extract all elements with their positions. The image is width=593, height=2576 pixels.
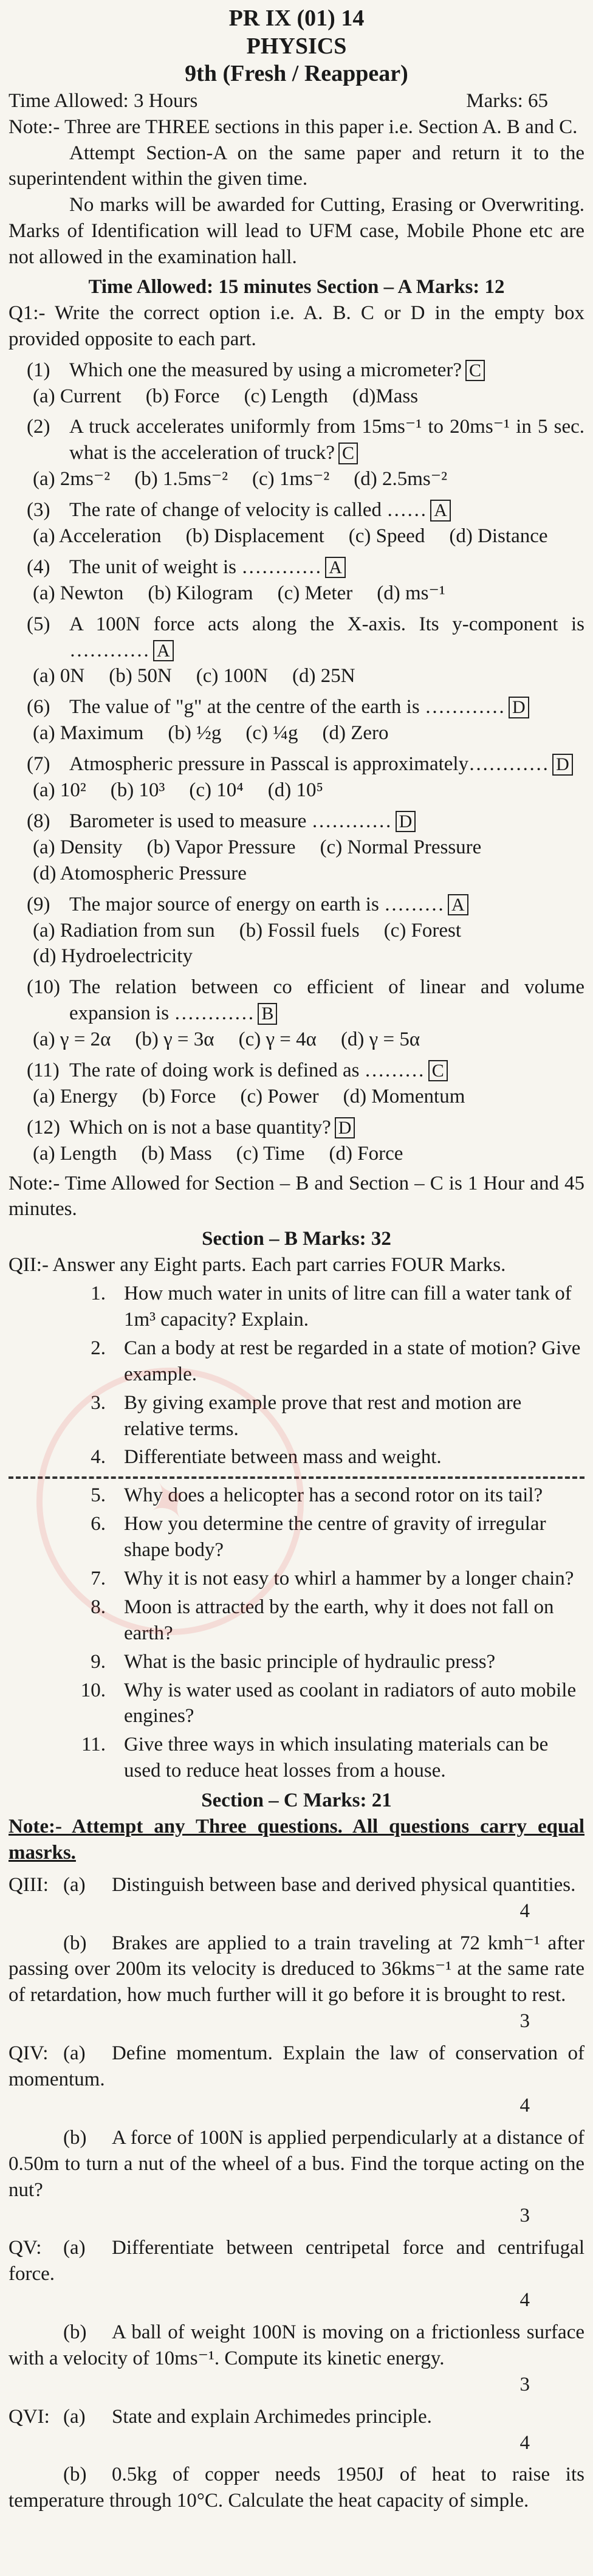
mcq-option: (b) 50N [109,665,172,687]
mcq-option: (a) Density [33,836,123,858]
mcq-option: (b) Fossil fuels [239,919,360,942]
section-c-note: Note:- Attempt any Three questions. All questions carry equal masrks. [9,1816,584,1864]
mcq-text-body: Barometer is used to measure ………… [69,810,392,832]
short-question-number: 5. [91,1484,106,1507]
mcq-option: (c) Speed [348,525,425,548]
mcq-option: (c) γ = 4α [238,1028,317,1051]
long-question [9,2319,584,2398]
short-question-text: Differentiate between mass and weight. [124,1446,442,1469]
long-question-marks: 4 [519,1899,530,1922]
short-question [9,1335,584,1388]
mcq-option: (b) Displacement [185,525,324,548]
mcq-option: (a) Current [33,385,122,407]
mcq-answer-box[interactable]: C [338,443,358,464]
short-question [9,1444,584,1470]
note-2: Attempt Section-A on the same paper and return it to the superintendent within the given time. [9,142,584,190]
mcq-question [9,974,584,1027]
mcq-option: (a) 0N [33,665,85,687]
long-question-label: QV: [9,2237,42,2259]
mcq-item [9,694,584,746]
long-question-body [9,2319,584,2372]
short-question-number: 6. [91,1513,106,1535]
mcq-item [9,1115,584,1167]
short-question-number: 8. [91,1596,106,1618]
long-question-text: A ball of weight 100N is moving on a frictionless surface with a velocity of 10ms⁻¹. Compute its kinetic energy. [9,2321,584,2369]
mcq-text [69,357,584,384]
mcq-answer-box[interactable]: D [396,811,416,833]
mcq-option: (a) 10² [33,779,86,802]
mcq-option: (d) Atomospheric Pressure [33,862,247,884]
mcq-option: (c) Length [244,385,328,407]
section-a-footer-note: Note:- Time Allowed for Section – B and Section – C is 1 Hour and 45 minutes. [9,1172,584,1221]
mcq-text [69,892,584,918]
section-a-heading: Time Allowed: 15 minutes Section – A Marks: 12 [88,276,505,298]
short-question [9,1511,584,1563]
mcq-answer-box[interactable]: B [258,1003,277,1025]
mcq-number: (11) [27,1059,60,1081]
mcq-option: (a) Newton [33,582,124,604]
mcq-option: (a) Maximum [33,722,144,745]
mcq-answer-box[interactable]: D [335,1117,355,1139]
mcq-options [9,777,584,804]
mcq-number: (10) [27,976,60,999]
long-question-text: Distinguish between base and derived physical quantities. [112,1873,576,1896]
long-question-part: (b) [63,2126,87,2149]
mcq-item [9,1058,584,1110]
mcq-text-body: Which one the measured by using a micrometer? [69,359,462,381]
mcq-option: (c) Time [236,1142,305,1165]
long-question-body [9,2404,584,2430]
long-question-text: State and explain Archimedes principle. [112,2405,432,2428]
mcq-item [9,497,584,549]
dashed-divider [9,1476,584,1479]
mcq-question [9,892,584,918]
mcq-question [9,554,584,580]
mcq-answer-box[interactable]: A [325,557,346,579]
mcq-option: (b) Vapor Pressure [146,836,296,858]
mcq-text-body: The major source of energy on earth is ……… [69,893,445,915]
long-question-text: Define momentum. Explain the law of conservation of momentum. [9,2042,584,2091]
mcq-item [9,892,584,970]
mcq-number: (9) [27,893,50,915]
time-marks-row [9,88,584,114]
short-question-number: 4. [91,1446,106,1469]
short-question-text: How you determine the centre of gravity of irregular shape body? [124,1513,546,1562]
mcq-question [9,751,584,777]
short-question-text: Can a body at rest be regarded in a state of motion? Give example. [124,1337,581,1385]
mcq-question [9,808,584,835]
mcq-text [69,414,584,466]
mcq-options [9,918,584,970]
long-question-part: (a) [63,1873,86,1896]
mcq-option: (b) γ = 3α [135,1028,214,1051]
short-question-text: Why does a helicopter has a second rotor on its tail? [124,1484,543,1507]
mcq-item [9,751,584,804]
mcq-answer-box[interactable]: D [552,754,573,776]
mcq-options [9,1027,584,1053]
long-question-label: QIII: [9,1873,49,1896]
mcq-option: (b) ½g [168,722,222,745]
mcq-question [9,497,584,523]
long-question-body [9,2125,584,2203]
mcq-option: (c) Meter [277,582,353,604]
long-question-marks: 4 [519,2431,530,2454]
long-question [9,2235,584,2313]
mcq-options [9,580,584,607]
mcq-text [69,611,584,664]
mcq-answer-box[interactable]: A [448,894,468,916]
long-question-part: (a) [63,2237,86,2259]
long-question-part: (a) [63,2405,86,2428]
short-question [9,1483,584,1509]
short-question-text: Why is water used as coolant in radiators of auto mobile engines? [124,1679,577,1727]
mcq-option: (a) Radiation from sun [33,919,215,942]
mcq-number: (2) [27,416,50,438]
long-question [9,2404,584,2456]
mcq-option: (b) Kilogram [148,582,253,604]
mcq-options [9,720,584,746]
short-question-list [9,1281,584,1784]
long-question-part: (b) [63,2464,87,2486]
short-question-text: Why it is not easy to whirl a hammer by a longer chain? [124,1567,574,1589]
mcq-option: (b) 1.5ms⁻² [134,468,228,491]
mcq-number: (1) [27,359,50,381]
short-question-number: 9. [91,1650,106,1673]
mcq-option: (d) Distance [449,525,548,548]
long-question [9,1930,584,2035]
short-question-text: How much water in units of litre can fill a water tank of 1m³ capacity? Explain. [124,1283,572,1331]
long-question [9,2462,584,2514]
mcq-answer-box[interactable]: D [509,697,529,718]
mcq-option: (d) γ = 5α [340,1028,420,1051]
mcq-option: (a) 2ms⁻² [33,468,111,491]
mcq-number: (12) [27,1116,60,1138]
mcq-option: (d) Force [329,1142,403,1165]
mcq-option: (c) Normal Pressure [320,836,482,858]
mcq-option: (a) Acceleration [33,525,162,548]
mcq-number: (7) [27,753,50,776]
time-allowed: Time Allowed: 3 Hours [9,89,198,112]
mcq-text-body: The relation between co efficient of linear and volume expansion is ………… [69,976,584,1025]
mcq-number: (5) [27,613,50,635]
mcq-text [69,497,584,523]
long-question-text: Differentiate between centripetal force and centrifugal force. [9,2237,584,2285]
mcq-option: (b) Force [142,1085,216,1107]
long-question-body [9,2040,584,2093]
mcq-option: (b) 10³ [110,779,165,802]
mcq-option: (b) Force [145,385,220,407]
mcq-option: (d)Mass [352,385,419,407]
mcq-option: (d) 2.5ms⁻² [354,468,448,491]
short-question [9,1390,584,1442]
mcq-item [9,808,584,887]
mcq-text-body: The rate of change of velocity is called …… [69,499,427,522]
mcq-text-body: A 100N force acts along the X-axis. Its y-component is ………… [69,613,584,661]
section-a-instruction: Q1:- Write the correct option i.e. A. B. C or D in the empty box provided opposite to each part. [9,301,584,350]
mcq-options [9,523,584,549]
mcq-text-body: The value of "g" at the centre of the earth is ………… [69,696,505,718]
short-question-number: 1. [91,1283,106,1305]
long-question-body [9,1872,584,1898]
mcq-answer-box[interactable]: C [428,1060,448,1082]
mcq-option: (d) ms⁻¹ [377,582,445,604]
short-question-number: 10. [80,1679,106,1701]
mcq-question [9,1058,584,1084]
mcq-option: (c) 1ms⁻² [252,468,330,491]
mcq-question [9,1115,584,1141]
mcq-options [9,1141,584,1167]
short-question [9,1566,584,1592]
long-question-part: (a) [63,2042,86,2065]
mcq-list [9,357,584,1167]
long-question-label: QVI: [9,2405,50,2428]
mcq-item [9,414,584,492]
mcq-option: (c) 100N [196,665,268,687]
long-question-text: A force of 100N is applied perpendicularly at a distance of 0.50m to turn a nut of the wheel of a bus. Find the torque acting on the nut? [9,2126,584,2201]
mcq-item [9,357,584,410]
short-question-number: 7. [91,1567,106,1589]
short-question [9,1649,584,1675]
long-question-marks: 4 [519,2289,530,2312]
mcq-question [9,414,584,466]
note-3: No marks will be awarded for Cutting, Erasing or Overwriting. Marks of Identification will lead to UFM case, Mobile Phone etc are not allowed in the examination hall. [9,194,584,269]
mcq-question [9,694,584,720]
mcq-options [9,835,584,887]
mcq-question [9,611,584,664]
mcq-number: (4) [27,556,50,578]
mcq-option: (a) Energy [33,1085,118,1107]
mcq-text [69,808,584,835]
mcq-option: (d) Hydroelectricity [33,945,193,968]
mcq-option: (a) γ = 2α [33,1028,111,1051]
long-question [9,2040,584,2119]
mcq-text-body: The unit of weight is ………… [69,556,322,578]
long-question-body [9,2235,584,2287]
mcq-option: (b) Mass [141,1142,212,1165]
mcq-option: (d) 25N [292,665,355,687]
mcq-text [69,554,584,580]
mcq-answer-box[interactable]: C [465,360,485,382]
short-question [9,1732,584,1784]
mcq-option: (c) Power [240,1085,319,1107]
short-question-text: What is the basic principle of hydraulic press? [124,1650,496,1673]
mcq-text-body: The rate of doing work is defined as ……… [69,1059,425,1081]
mcq-text-body: Which on is not a base quantity? [69,1116,331,1138]
short-question [9,1678,584,1730]
short-question [9,1594,584,1647]
mcq-question [9,357,584,384]
mcq-options [9,384,584,410]
long-question-body [9,1930,584,2009]
mcq-number: (8) [27,810,50,832]
mcq-options [9,466,584,492]
long-question-marks: 3 [519,2010,530,2033]
mcq-text-body: Atmospheric pressure in Passcal is approximately………… [69,753,549,776]
long-question-body [9,2462,584,2514]
short-question-number: 11. [81,1734,106,1756]
mcq-answer-box[interactable]: A [153,640,174,662]
mcq-item [9,554,584,607]
mcq-option: (a) Length [33,1142,117,1165]
short-question-text: Moon is attracted by the earth, why it does not fall on earth? [124,1596,554,1644]
mcq-option: (c) ¼g [245,722,298,745]
mcq-text [69,974,584,1027]
section-b-heading: Section – B Marks: 32 [202,1228,391,1250]
mcq-number: (6) [27,696,50,718]
long-question-marks: 3 [519,2373,530,2395]
long-question-marks: 3 [519,2205,530,2227]
mcq-option: (c) 10⁴ [189,779,244,802]
long-question-marks: 4 [519,2094,530,2116]
long-question-part: (b) [63,2321,87,2344]
paper-subject: PHYSICS [246,33,347,59]
mcq-text-body: A truck accelerates uniformly from 15ms⁻¹ to 20ms⁻¹ in 5 sec. what is the acceleration of truck? [69,416,584,464]
note-1: Note:- Three are THREE sections in this paper i.e. Section A. B and C. [9,115,578,138]
mcq-option: (d) Momentum [343,1085,465,1107]
long-question [9,2125,584,2230]
long-question [9,1872,584,1924]
section-b-instruction: QII:- Answer any Eight parts. Each part carries FOUR Marks. [9,1254,506,1276]
mcq-options [9,1084,584,1110]
mcq-text [69,694,584,720]
section-c-heading: Section – C Marks: 21 [201,1789,392,1812]
long-question-text: 0.5kg of copper needs 1950J of heat to raise its temperature through 10°C. Calculate the heat capacity of simple. [9,2464,584,2512]
mcq-options [9,663,584,689]
short-question-text: Give three ways in which insulating materials can be used to reduce heat losses from a house. [124,1734,549,1782]
long-question-part: (b) [63,1932,87,1954]
mcq-option: (d) Zero [322,722,389,745]
total-marks: Marks: 65 [466,89,548,112]
mcq-item [9,611,584,690]
mcq-text [69,1058,584,1084]
short-question-text: By giving example prove that rest and motion are relative terms. [124,1391,522,1440]
long-question-label: QIV: [9,2042,49,2065]
mcq-text [69,751,584,777]
paper-code: PR IX (01) 14 [228,5,365,31]
long-question-list [9,1872,584,2514]
watermark-stamp: ✦ [0,1318,353,1684]
mcq-item [9,974,584,1053]
mcq-number: (3) [27,499,50,522]
mcq-option: (c) Forest [383,919,462,942]
mcq-option: (d) 10⁵ [267,779,324,802]
short-question-number: 2. [91,1337,106,1359]
paper-class: 9th (Fresh / Reappear) [185,61,408,87]
mcq-text [69,1115,584,1141]
mcq-answer-box[interactable]: A [430,500,451,522]
short-question-number: 3. [91,1391,106,1414]
short-question [9,1281,584,1333]
long-question-text: Brakes are applied to a train traveling at 72 kmh⁻¹ after passing over 200m its velocity is dreduced to 36kms⁻¹ at the same rate of retardation, how much further will it go before it is brought to rest. [9,1932,584,2006]
